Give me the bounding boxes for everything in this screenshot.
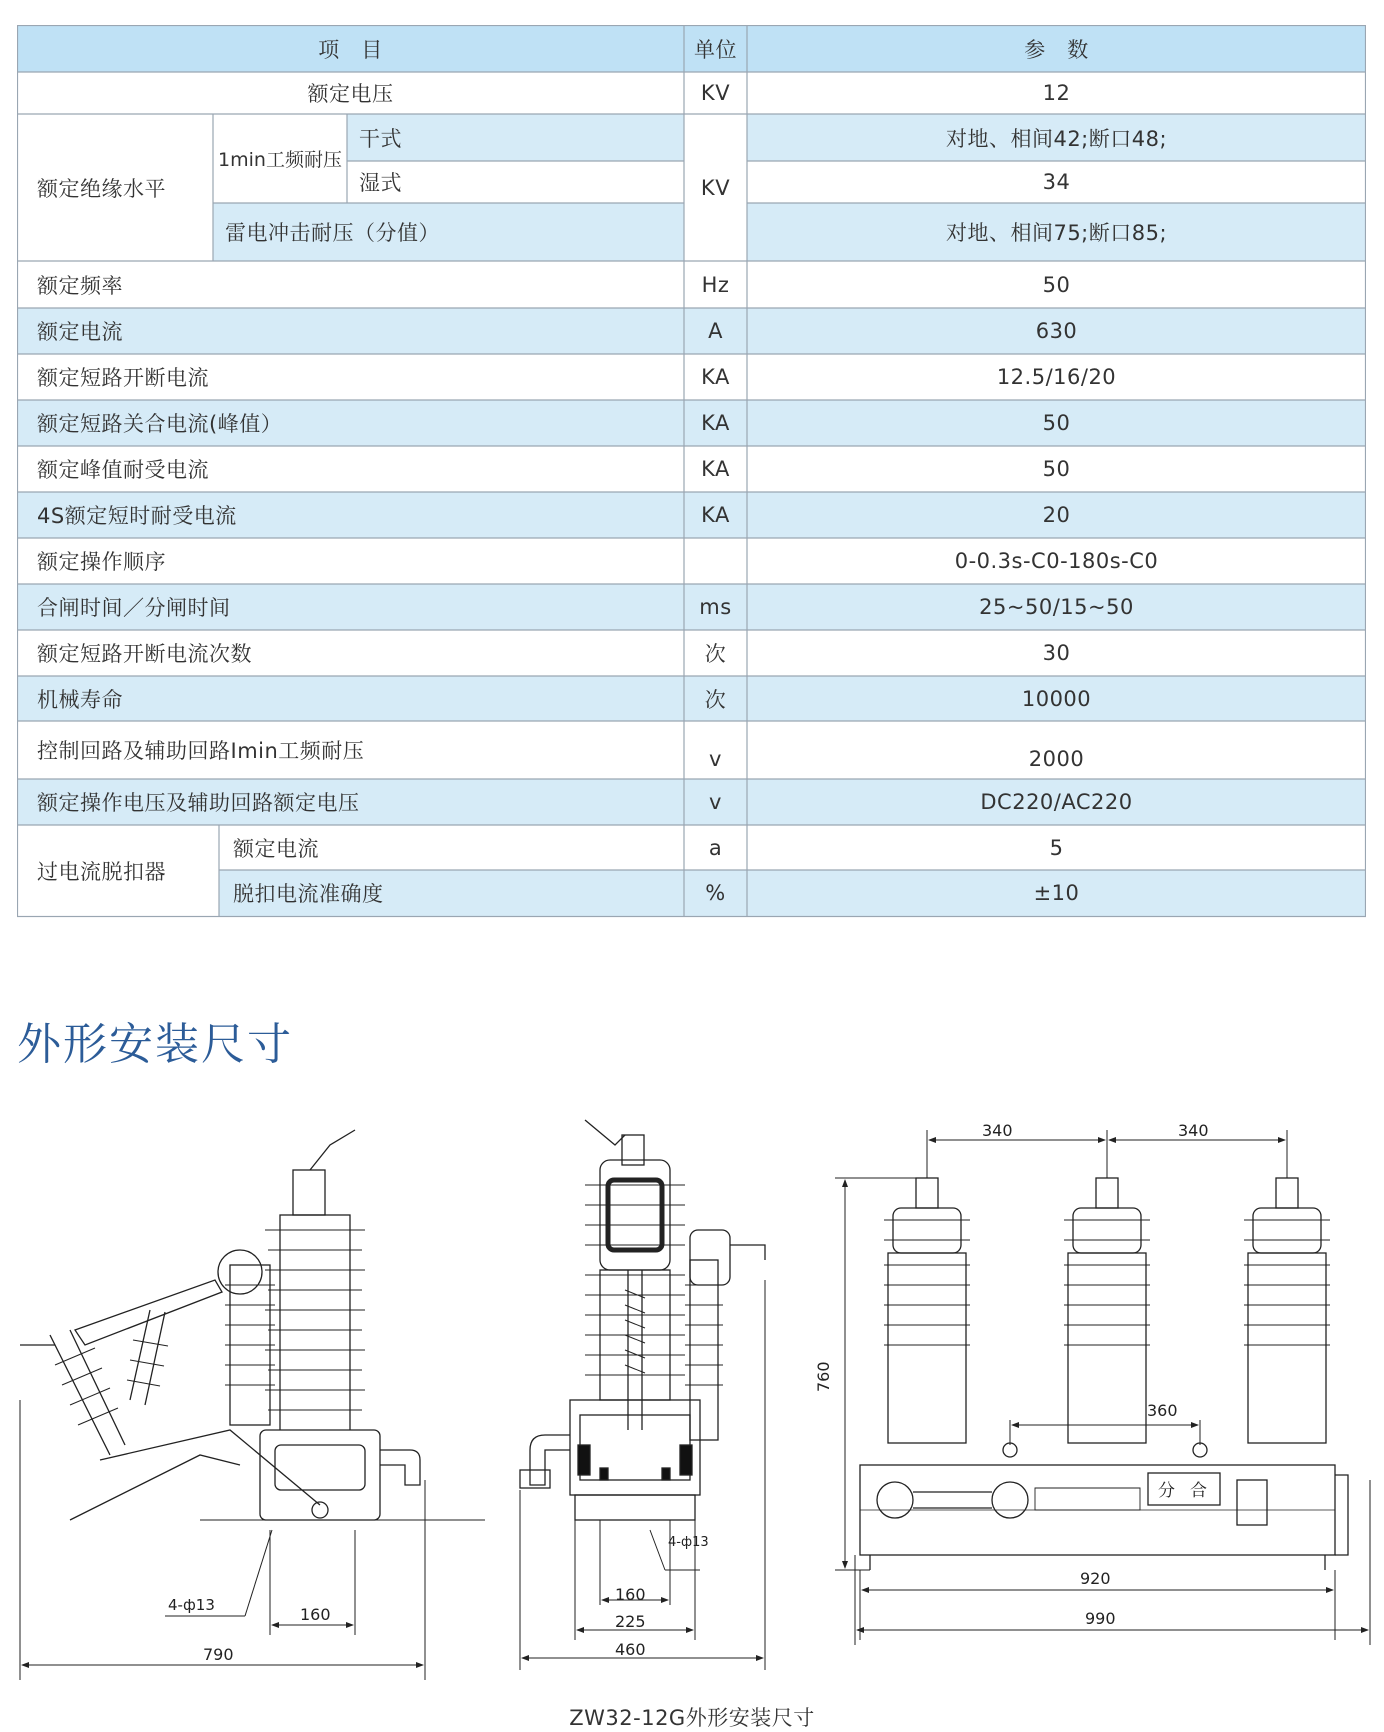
close-label: 合: [1190, 1481, 1207, 1501]
dim-920: 920: [1080, 1569, 1111, 1588]
front-dim-225: 225: [615, 1612, 646, 1631]
insulation-unit: KV: [700, 175, 731, 200]
row-value: 10000: [747, 676, 1366, 721]
table-grid-lines: [17, 25, 1366, 918]
dim-760: 760: [814, 1361, 833, 1392]
oc-accuracy-value: ±10: [747, 870, 1366, 916]
oc-rated-current-unit: a: [708, 835, 723, 860]
side-dim-160: 160: [300, 1605, 331, 1624]
row-label: 额定峰值耐受电流: [37, 458, 209, 482]
oc-rated-current-label: 额定电流: [233, 836, 319, 861]
row-value: 25~50/15~50: [747, 584, 1366, 630]
row-unit: v: [684, 779, 747, 825]
wet-value: 34: [1042, 170, 1071, 194]
oc-accuracy-unit: %: [684, 870, 747, 916]
front-hole-label: 4-ф13: [668, 1535, 709, 1550]
elevation-drawing: [860, 1178, 1348, 1570]
oc-accuracy-label: 脱扣电流准确度: [219, 870, 684, 916]
row-unit: KA: [684, 400, 747, 446]
row-label: 4S额定短时耐受电流: [17, 492, 684, 538]
spec-table: [17, 25, 1366, 945]
front-dim-160: 160: [615, 1585, 646, 1604]
row-value: 50: [1042, 272, 1071, 297]
row-value: 20: [747, 492, 1366, 538]
side-hole-label: 4-ф13: [168, 1596, 215, 1614]
dim-340-left: 340: [982, 1121, 1013, 1140]
row-value: 2000: [1028, 747, 1085, 771]
row-label: 额定短路开断电流: [37, 366, 209, 390]
row-unit: KA: [701, 365, 730, 389]
row-unit: v: [709, 747, 722, 771]
wet-label: 湿式: [359, 171, 402, 195]
row-value: 50: [747, 400, 1366, 446]
row-unit: 次: [704, 642, 727, 666]
dry-value: 对地、相间42;断口48;: [747, 114, 1366, 161]
side-dim-790: 790: [203, 1645, 234, 1664]
header-unit: 单位: [684, 25, 747, 72]
rated-voltage-unit: KV: [700, 81, 731, 105]
rated-voltage-value: 12: [1042, 81, 1071, 105]
row-label: 额定电流: [17, 308, 684, 354]
row-label: 合闸时间／分闸时间: [17, 584, 684, 630]
side-view-drawing: [20, 1130, 485, 1520]
row-unit: Hz: [701, 272, 730, 297]
lightning-label: 雷电冲击耐压（分值）: [213, 203, 684, 261]
row-value: 0-0.3s-C0-180s-C0: [954, 549, 1159, 573]
front-view-drawing: [520, 1120, 765, 1520]
rated-voltage-label: 额定电压: [307, 82, 394, 106]
dim-340-right: 340: [1178, 1121, 1209, 1140]
row-label: 机械寿命: [17, 676, 684, 721]
row-unit: KA: [684, 492, 747, 538]
dim-360: 360: [1147, 1401, 1178, 1420]
row-label: 控制回路及辅助回路Imin工频耐压: [37, 739, 365, 763]
dry-label: 干式: [347, 114, 684, 161]
overcurrent-label: 过电流脱扣器: [37, 859, 166, 884]
row-label: 额定短路开断电流次数: [37, 642, 252, 666]
open-label: 分: [1158, 1481, 1175, 1501]
insulation-label: 额定绝缘水平: [37, 176, 166, 201]
oc-rated-current-value: 5: [1049, 835, 1064, 860]
row-label: 额定频率: [37, 273, 123, 298]
row-value: 50: [1042, 457, 1071, 481]
row-value: DC220/AC220: [747, 779, 1366, 825]
lightning-value: 对地、相间75;断口85;: [747, 203, 1366, 261]
drawing-caption: ZW32-12G外形安装尺寸: [569, 1706, 815, 1730]
row-value: 30: [1042, 641, 1071, 665]
row-label: 额定操作电压及辅助回路额定电压: [17, 779, 684, 825]
power-freq-label: 1min工频耐压: [218, 149, 342, 171]
row-unit: 次: [684, 676, 747, 721]
row-unit: A: [684, 308, 747, 354]
front-dim-460: 460: [615, 1640, 646, 1659]
elevation-dimensions: [835, 1130, 1370, 1645]
row-label: 额定操作顺序: [37, 550, 166, 574]
row-unit: KA: [701, 457, 730, 481]
section-title: 外形安装尺寸: [17, 1019, 293, 1070]
row-value: 630: [747, 308, 1366, 354]
row-label: 额定短路关合电流(峰值）: [17, 400, 684, 446]
header-item: 项 目: [17, 25, 684, 72]
row-value: 12.5/16/20: [996, 365, 1117, 389]
row-unit: ms: [684, 584, 747, 630]
dimension-drawings: [0, 1100, 1384, 1700]
dim-990: 990: [1085, 1609, 1116, 1628]
header-param: 参 数: [747, 25, 1366, 72]
